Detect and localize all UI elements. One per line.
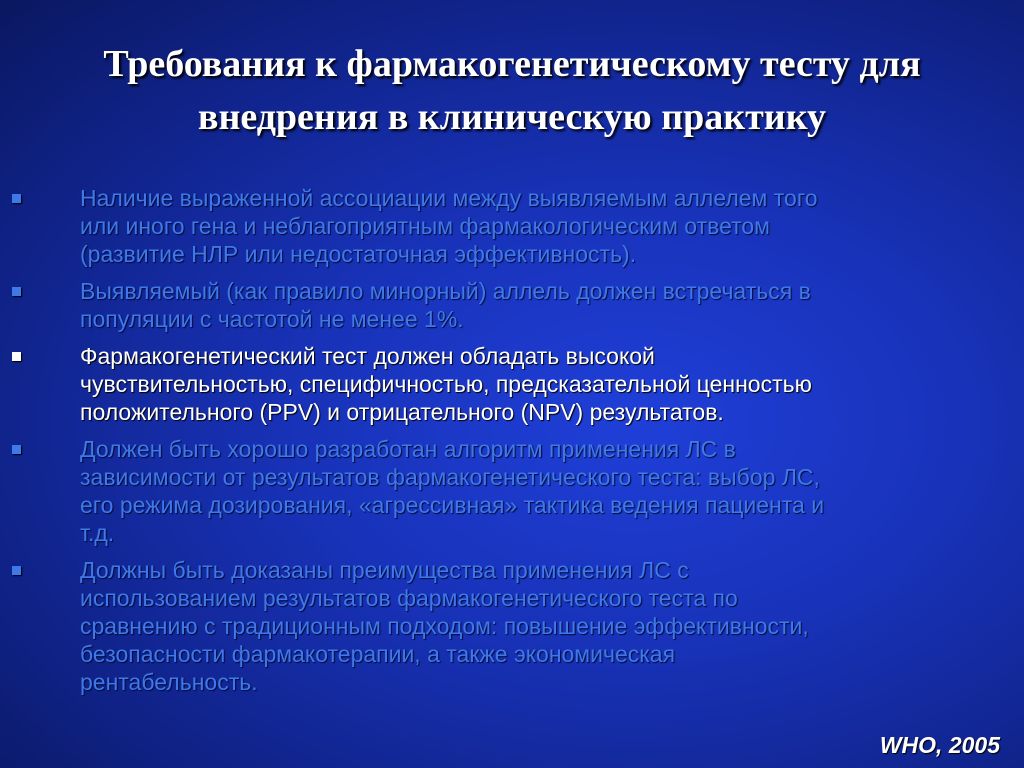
bullet-text-line: рентабельность. — [80, 669, 258, 695]
square-bullet-icon — [12, 445, 21, 454]
bullet-text-line: чувствительностью, специфичностью, предсказательной ценностью — [80, 371, 812, 397]
bullet-item — [0, 277, 1024, 333]
bullet-text-line: его режима дозирования, «агрессивная» тактика ведения пациента и — [80, 492, 825, 518]
source-citation: WHO, 2005 — [879, 732, 1000, 758]
bullet-text-line: популяции с частотой не менее 1%. — [80, 306, 464, 332]
square-bullet-icon — [12, 194, 21, 203]
bullet-item — [0, 342, 1024, 426]
bullet-text-line: (развитие НЛР или недостаточная эффективность). — [80, 241, 637, 267]
bullet-text-line: Фармакогенетический тест должен обладать высокой — [80, 343, 655, 369]
bullet-text-line: использованием результатов фармакогенетического теста по — [80, 585, 738, 611]
bullet-text-line: безопасности фармакотерапии, а также экономическая — [80, 641, 676, 667]
bullet-text-line: сравнению с традиционным подходом: повышение эффективности, — [80, 613, 809, 639]
bullet-text-line: или иного гена и неблагоприятным фармакологическим ответом — [80, 213, 770, 239]
bullet-text-line: Должен быть хорошо разработан алгоритм применения ЛС в — [80, 436, 736, 462]
bullet-item — [0, 184, 1024, 268]
bullet-text-line: Выявляемый (как правило минорный) аллель должен встречаться в — [80, 278, 811, 304]
bullet-item — [0, 435, 1024, 547]
slide-title-line-1: Требования к фармакогенетическому тесту для — [103, 43, 921, 85]
slide-title-line-2: внедрения в клиническую практику — [197, 96, 827, 138]
bullet-text-line: Должны быть доказаны преимущества применения ЛС с — [80, 557, 689, 583]
slide-title — [0, 38, 1024, 144]
bullet-item — [0, 556, 1024, 696]
square-bullet-icon — [12, 287, 21, 296]
square-bullet-icon — [12, 566, 21, 575]
bullet-text-line: положительного (PPV) и отрицательного (NPV) результатов. — [80, 399, 724, 425]
bullet-list — [0, 184, 1024, 705]
bullet-text-line: т.д. — [80, 520, 115, 546]
square-bullet-icon — [12, 352, 21, 361]
bullet-text-line: зависимости от результатов фармакогенетического теста: выбор ЛС, — [80, 464, 820, 490]
bullet-text-line: Наличие выраженной ассоциации между выявляемым аллелем того — [80, 185, 818, 211]
